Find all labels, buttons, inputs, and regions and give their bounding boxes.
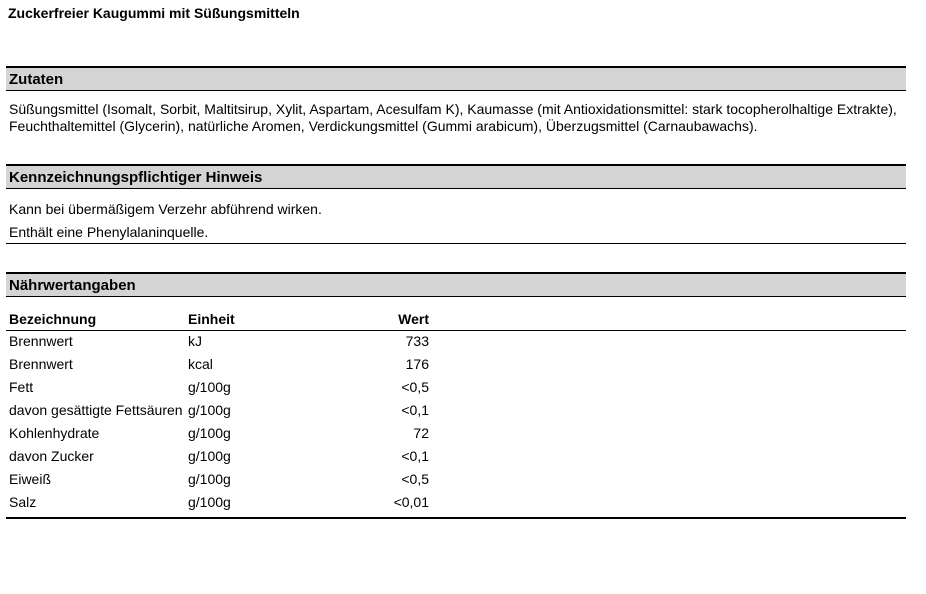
column-header-unit: Einheit bbox=[185, 308, 288, 331]
table-row bbox=[6, 468, 906, 491]
cell-spacer bbox=[429, 491, 906, 518]
cell-value: 733 bbox=[405, 333, 429, 349]
cell-value: 176 bbox=[405, 356, 429, 372]
cell-name: Brennwert bbox=[9, 356, 73, 372]
column-header-spacer bbox=[429, 308, 906, 331]
cell-spacer bbox=[429, 399, 906, 422]
cell-value: <0,5 bbox=[401, 379, 429, 395]
cell-unit: g/100g bbox=[188, 471, 231, 487]
table-row bbox=[6, 491, 906, 518]
cell-spacer bbox=[429, 468, 906, 491]
cell-value: <0,1 bbox=[401, 402, 429, 418]
cell-spacer bbox=[429, 445, 906, 468]
column-header-value: Wert bbox=[288, 308, 429, 331]
table-row bbox=[6, 376, 906, 399]
cell-unit: g/100g bbox=[188, 425, 231, 441]
cell-unit: g/100g bbox=[188, 379, 231, 395]
section-heading-zutaten: Zutaten bbox=[9, 71, 64, 88]
table-row bbox=[6, 331, 906, 354]
table-row bbox=[6, 422, 906, 445]
page-title: Zuckerfreier Kaugummi mit Süßungsmitteln bbox=[8, 5, 300, 21]
table-row bbox=[6, 445, 906, 468]
section-heading-naehrwerte: Nährwertangaben bbox=[9, 277, 136, 294]
table-row bbox=[6, 399, 906, 422]
cell-name: davon Zucker bbox=[9, 448, 94, 464]
cell-unit: g/100g bbox=[188, 448, 231, 464]
cell-unit: g/100g bbox=[188, 402, 231, 418]
section-header-naehrwerte bbox=[6, 272, 906, 297]
cell-value: <0,1 bbox=[401, 448, 429, 464]
section-header-zutaten bbox=[6, 66, 906, 91]
section-heading-hinweis: Kennzeichnungspflichtiger Hinweis bbox=[9, 169, 263, 186]
cell-value: <0,5 bbox=[401, 471, 429, 487]
cell-name: Eiweiß bbox=[9, 471, 52, 487]
cell-name: davon gesättigte Fettsäuren bbox=[9, 402, 183, 418]
cell-value: 72 bbox=[413, 425, 429, 441]
section-divider bbox=[6, 243, 906, 244]
table-header-row bbox=[6, 308, 906, 331]
hinweis-line: Enthält eine Phenylalaninquelle. bbox=[9, 224, 209, 240]
cell-name: Salz bbox=[6, 491, 185, 518]
cell-spacer bbox=[429, 376, 906, 399]
cell-unit: kJ bbox=[188, 333, 202, 349]
column-header-name: Bezeichnung bbox=[6, 308, 185, 331]
ingredients-text: Süßungsmittel (Isomalt, Sorbit, Maltitsirup, Xylit, Aspartam, Acesulfam K), Kaumasse (mit Antioxidationsmittel: stark tocopherolhaltige Extrakte), Feuchthaltemittel (Glycerin), natürliche Aromen, Verdickungsmittel (Gummi arabicum), Überzugsmittel (Carnaubawachs). bbox=[9, 101, 897, 134]
cell-value: <0,01 bbox=[288, 491, 429, 518]
cell-name: Kohlenhydrate bbox=[9, 425, 100, 441]
cell-unit: kcal bbox=[188, 356, 213, 372]
nutrition-table bbox=[6, 308, 906, 519]
cell-spacer bbox=[429, 331, 906, 354]
cell-unit: g/100g bbox=[185, 491, 288, 518]
table-row bbox=[6, 353, 906, 376]
section-header-hinweis bbox=[6, 164, 906, 189]
hinweis-line: Kann bei übermäßigem Verzehr abführend wirken. bbox=[9, 201, 322, 217]
cell-name: Brennwert bbox=[9, 333, 73, 349]
cell-name: Fett bbox=[9, 379, 34, 395]
cell-spacer bbox=[429, 353, 906, 376]
cell-spacer bbox=[429, 422, 906, 445]
